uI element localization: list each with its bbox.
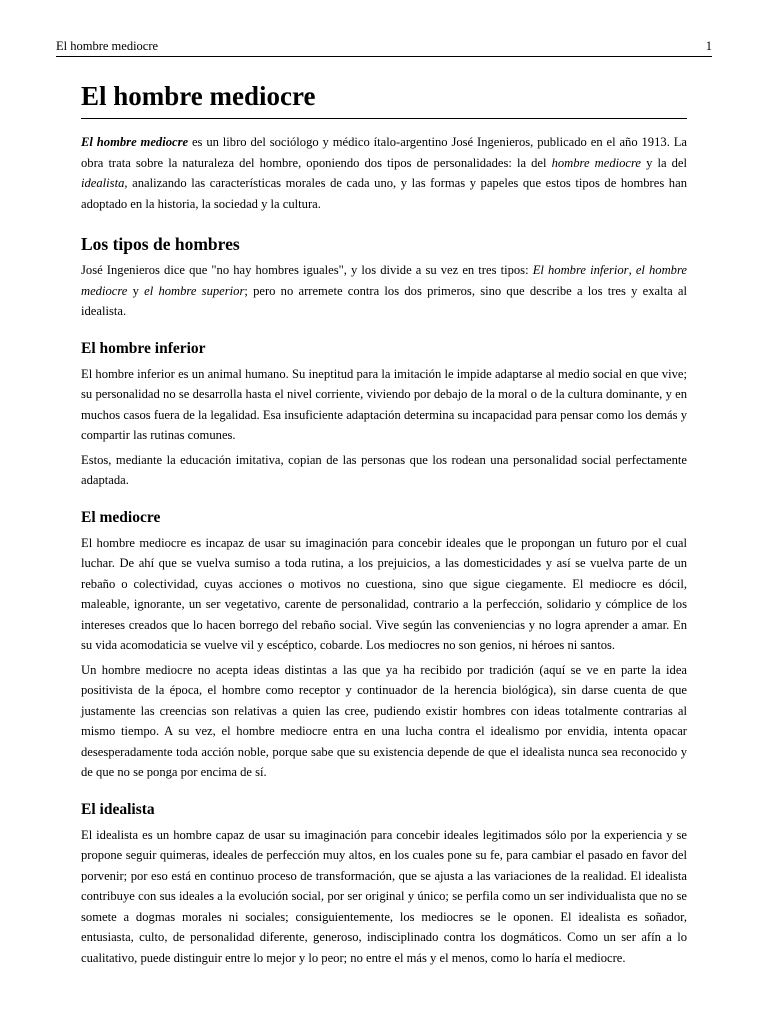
idealista-paragraph-1: El idealista es un hombre capaz de usar su imaginación para concebir ideales legitimados sólo por la experiencia y se propone seguir quimeras, ideales de perfección muy altos, en los cuales pone su fe, para cambiar el pasado en favor del porvenir; por eso está en continuo proceso de transformación, que se ajusta a las variaciones de la realidad. El idealista contribuye con sus ideales a la evolución social, por ser original y único; se perfila como un ser individualista que no se somete a dogmas morales ni sociales; consiguientemente, los mediocres se le oponen. El idealista es soñador, entusiasta, culto, de personalidad diferente, generoso, indisciplinado contra los dogmáticos. Como un ser afín a lo cualitativo, puede distinguir entre lo mejor y lo peor; no entre el más y el menos, como lo haría el mediocre. (81, 827, 687, 965)
inferior-paragraph-1: El hombre inferior es un animal humano. Su ineptitud para la imitación le impide adaptarse al medio social en que vive; su personalidad no se desarrolla hasta el nivel corriente, viviendo por debajo de la moral o de la cultura dominante, y en muchos casos fuera de la legalidad. Esa insuficiente adaptación determina su incapacidad para pensar como los demás y compartir las rutinas comunes. (81, 366, 687, 442)
inferior-paragraph-2: Estos, mediante la educación imitativa, copian de las personas que los rodean una personalidad social perfectamente adaptada. (81, 452, 687, 487)
running-header (56, 38, 712, 57)
subsection-heading-inferior: El hombre inferior (81, 339, 206, 357)
mediocre-paragraph-2: Un hombre mediocre no acepta ideas distintas a las que ya ha recibido por tradición (aquí se ve en parte la idea positivista de la época, el hombre como receptor y continuador de la herencia biológica), sin darse cuenta de que justamente las creencias son relativas a quien las cree, pudiendo existir hombres con ideas totalmente contrarias al mismo tiempo. A su vez, el hombre mediocre entra en una lucha contra el idealismo por envidia, intenta opacar desesperadamente toda acción noble, porque sabe que su existencia depende de que el idealista nunca sea reconocido y de que no se ponga por encima de sí. (81, 662, 687, 779)
intro-lead: El hombre mediocre (81, 135, 189, 149)
article-title: El hombre mediocre (81, 79, 687, 119)
section-heading-tipos: Los tipos de hombres (81, 234, 240, 254)
tipos-paragraph: José Ingenieros dice que "no hay hombres iguales", y los divide a su vez en tres tipos: El hombre inferior, el hombre mediocre y el hombre superior; pero no arremete contra los dos primeros, sino que describe a los tres y exalta al idealista. (81, 263, 688, 318)
running-header-title: El hombre mediocre (56, 39, 159, 53)
mediocre-paragraph-1: El hombre mediocre es incapaz de usar su imaginación para concebir ideales que le propongan un futuro por el cual luchar. De ahí que se vuelva sumiso a toda rutina, a los prejuicios, a las domesticidades y así se vuelva parte de un rebaño o colectividad, cuyas acciones o motivos no cuestiona, sino que sigue ciegamente. El mediocre es dócil, maleable, ignorante, un ser vegetativo, carente de personalidad, contrario a la perfección, solidario y cómplice de los intereses creados que lo hacen borrego del rebaño social. Vive según las conveniencias y no logra aprender a amar. En su vida acomodaticia se vuelve vil y escéptico, cobarde. Los mediocres no son genios, ni héroes ni santos. (81, 535, 687, 652)
subsection-heading-idealista: El idealista (81, 800, 155, 818)
article-body (81, 79, 687, 972)
intro-paragraph: El hombre mediocre es un libro del sociólogo y médico ítalo-argentino José Ingenieros, publicado en el año 1913. La obra trata sobre la naturaleza del hombre, oponiendo dos tipos de personalidades: la del hombre mediocre y la del idealista, analizando las características morales de cada uno, y las formas y papeles que estos tipos de hombres han adoptado en la historia, la sociedad y la cultura. (81, 135, 687, 211)
subsection-heading-mediocre: El mediocre (81, 508, 161, 526)
page-number: 1 (705, 39, 712, 53)
